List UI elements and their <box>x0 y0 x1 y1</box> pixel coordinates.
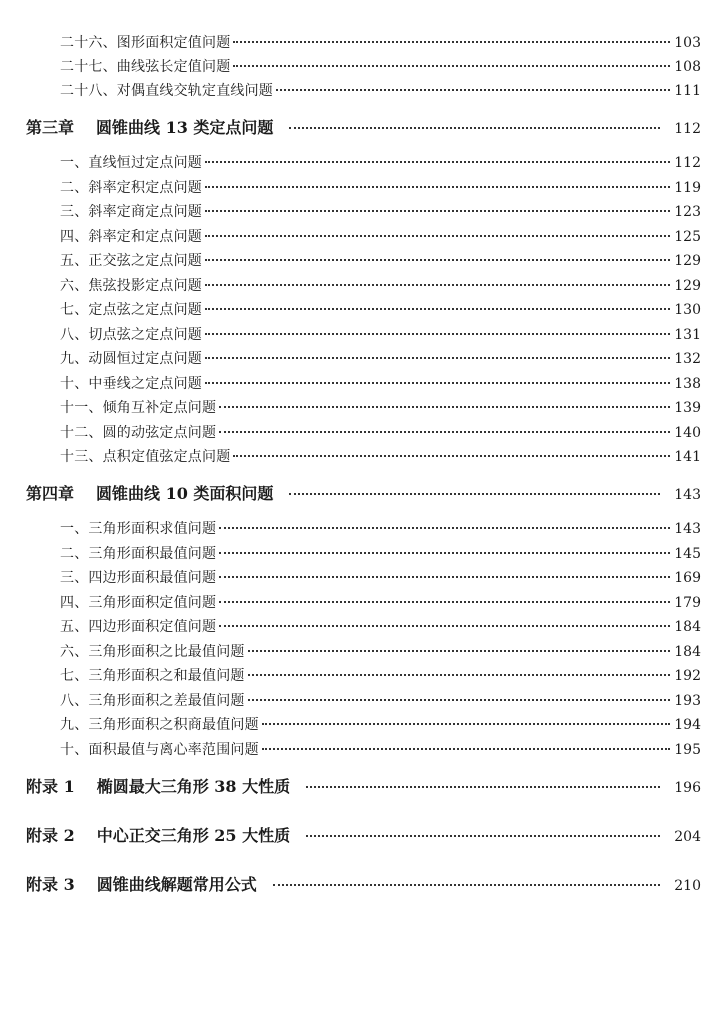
entry-title: 七、定点弦之定点问题 <box>60 302 202 318</box>
page-number: 179 <box>674 595 701 611</box>
dot-leader <box>248 674 671 676</box>
page-number: 112 <box>674 155 701 171</box>
dot-leader <box>262 748 670 750</box>
entry-title: 六、焦弦投影定点问题 <box>60 278 202 294</box>
dot-leader <box>233 41 670 43</box>
dot-leader <box>219 625 670 627</box>
page-number: 145 <box>674 546 701 562</box>
toc-entry <box>0 740 713 760</box>
chapter-label: 第四章 <box>26 484 75 503</box>
dot-leader <box>233 455 670 457</box>
page-number: 184 <box>674 619 701 635</box>
toc-entry <box>0 666 713 686</box>
dot-leader <box>205 161 670 163</box>
dot-leader <box>233 65 670 67</box>
toc-entry <box>0 398 713 418</box>
toc-entry <box>0 57 713 77</box>
dot-leader <box>306 835 660 837</box>
entry-title: 二十七、曲线弦长定值问题 <box>60 59 231 75</box>
page-number: 193 <box>674 693 701 709</box>
dot-leader <box>248 699 671 701</box>
entry-title: 十、中垂线之定点问题 <box>60 376 202 392</box>
page-number: 125 <box>674 229 701 245</box>
page-number: 194 <box>674 717 701 733</box>
entry-title: 一、三角形面积求值问题 <box>60 521 217 537</box>
page-number: 204 <box>674 829 701 845</box>
dot-leader <box>289 493 660 495</box>
chapter-label: 附录 3 <box>26 875 75 894</box>
page-number: 143 <box>674 487 701 503</box>
toc-entry <box>0 153 713 173</box>
page-number: 111 <box>674 83 701 99</box>
toc-entry <box>0 251 713 271</box>
page-number: 195 <box>674 742 701 758</box>
chapter-name: 圆锥曲线 13 类定点问题 <box>96 118 274 137</box>
toc-entry <box>0 227 713 247</box>
toc-chapter-heading <box>0 824 713 848</box>
page-number: 169 <box>674 570 701 586</box>
dot-leader <box>262 723 670 725</box>
entry-title: 三、四边形面积最值问题 <box>60 570 217 586</box>
entry-title: 八、三角形面积之差最值问题 <box>60 693 245 709</box>
dot-leader <box>205 382 670 384</box>
dot-leader <box>306 786 660 788</box>
entry-title: 七、三角形面积之和最值问题 <box>60 668 245 684</box>
chapter-name: 椭圆最大三角形 38 大性质 <box>96 777 291 796</box>
toc-entry <box>0 276 713 296</box>
page-number: 119 <box>674 180 701 196</box>
page-number: 141 <box>674 449 701 465</box>
entry-title: 二十六、图形面积定值问题 <box>60 35 231 51</box>
entry-title: 二、三角形面积最值问题 <box>60 546 217 562</box>
dot-leader <box>219 527 670 529</box>
toc-entry <box>0 593 713 613</box>
toc-entry <box>0 519 713 539</box>
entry-title: 一、直线恒过定点问题 <box>60 155 202 171</box>
dot-leader <box>205 357 670 359</box>
toc-chapter-heading <box>0 775 713 799</box>
dot-leader <box>205 284 670 286</box>
entry-title: 八、切点弦之定点问题 <box>60 327 202 343</box>
toc-entry <box>0 349 713 369</box>
toc-entry <box>0 178 713 198</box>
toc-chapter-heading <box>0 116 713 140</box>
toc-entry <box>0 202 713 222</box>
chapter-label: 附录 1 <box>26 777 75 796</box>
entry-title: 二、斜率定积定点问题 <box>60 180 202 196</box>
entry-title: 六、三角形面积之比最值问题 <box>60 644 245 660</box>
page-number: 103 <box>674 35 701 51</box>
page-number: 129 <box>674 253 701 269</box>
page-number: 139 <box>674 400 701 416</box>
toc-entry <box>0 325 713 345</box>
page-number: 196 <box>674 780 701 796</box>
chapter-title <box>0 775 290 799</box>
chapter-title <box>0 482 273 506</box>
dot-leader <box>205 186 670 188</box>
dot-leader <box>248 650 671 652</box>
chapter-name: 中心正交三角形 25 大性质 <box>96 826 291 845</box>
entry-title: 五、四边形面积定值问题 <box>60 619 217 635</box>
toc-chapter-heading <box>0 482 713 506</box>
toc-entry <box>0 691 713 711</box>
dot-leader <box>219 576 670 578</box>
page-number: 140 <box>674 425 701 441</box>
dot-leader <box>205 259 670 261</box>
chapter-name: 圆锥曲线 10 类面积问题 <box>96 484 274 503</box>
page-number: 130 <box>674 302 701 318</box>
page-number: 131 <box>674 327 701 343</box>
dot-leader <box>205 235 670 237</box>
toc-entry <box>0 568 713 588</box>
page-number: 192 <box>674 668 701 684</box>
entry-title: 十二、圆的动弦定点问题 <box>60 425 217 441</box>
dot-leader <box>205 210 670 212</box>
entry-title: 九、动圆恒过定点问题 <box>60 351 202 367</box>
page-number: 184 <box>674 644 701 660</box>
chapter-label: 附录 2 <box>26 826 75 845</box>
page-number: 123 <box>674 204 701 220</box>
toc-entry <box>0 617 713 637</box>
dot-leader <box>273 884 661 886</box>
dot-leader <box>219 431 670 433</box>
chapter-title <box>0 824 290 848</box>
toc-entry <box>0 81 713 101</box>
page-number: 143 <box>674 521 701 537</box>
toc-chapter-heading <box>0 873 713 897</box>
dot-leader <box>276 89 670 91</box>
toc-entry <box>0 715 713 735</box>
chapter-label: 第三章 <box>26 118 75 137</box>
entry-title: 十、面积最值与离心率范围问题 <box>60 742 259 758</box>
dot-leader <box>219 552 670 554</box>
toc-entry <box>0 544 713 564</box>
toc-entry <box>0 33 713 53</box>
chapter-title <box>0 116 273 140</box>
page-number: 108 <box>674 59 701 75</box>
toc-entry <box>0 300 713 320</box>
entry-title: 四、三角形面积定值问题 <box>60 595 217 611</box>
dot-leader <box>219 406 670 408</box>
entry-title: 三、斜率定商定点问题 <box>60 204 202 220</box>
dot-leader <box>219 601 670 603</box>
dot-leader <box>205 308 670 310</box>
page-number: 138 <box>674 376 701 392</box>
entry-title: 四、斜率定和定点问题 <box>60 229 202 245</box>
entry-title: 二十八、对偶直线交轨定直线问题 <box>60 83 273 99</box>
toc-entry <box>0 374 713 394</box>
toc-entry <box>0 642 713 662</box>
entry-title: 九、三角形面积之积商最值问题 <box>60 717 259 733</box>
entry-title: 十三、点积定值弦定点问题 <box>60 449 231 465</box>
dot-leader <box>289 127 660 129</box>
toc-entry <box>0 423 713 443</box>
toc-entry <box>0 447 713 467</box>
page-number: 112 <box>674 121 701 137</box>
dot-leader <box>205 333 670 335</box>
entry-title: 十一、倾角互补定点问题 <box>60 400 217 416</box>
page-number: 129 <box>674 278 701 294</box>
chapter-name: 圆锥曲线解题常用公式 <box>96 875 257 894</box>
page-number: 132 <box>674 351 701 367</box>
entry-title: 五、正交弦之定点问题 <box>60 253 202 269</box>
page-number: 210 <box>674 878 701 894</box>
chapter-title <box>0 873 257 897</box>
